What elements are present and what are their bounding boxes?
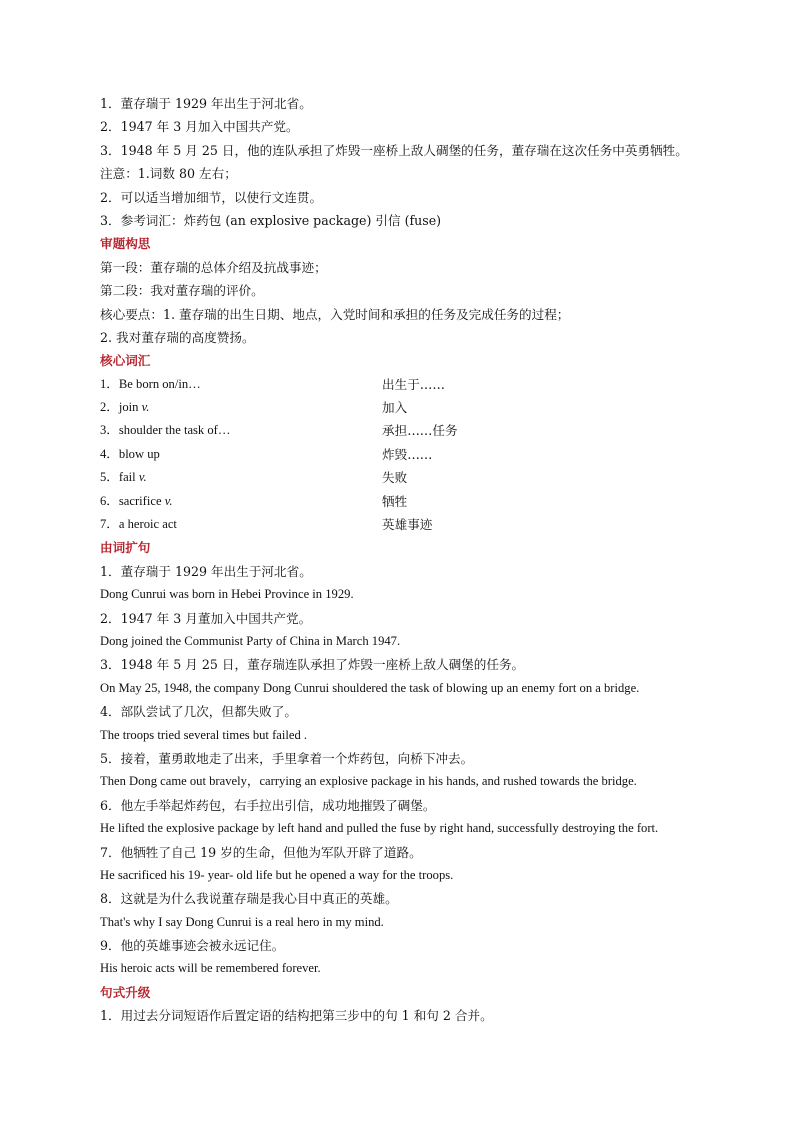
sentence-en: His heroic acts will be remembered forever. bbox=[100, 961, 321, 976]
sentence-zh: 6．他左手举起炸药包，右手拉出引信，成功地摧毁了碉堡。 bbox=[100, 797, 436, 813]
vocab-term bbox=[100, 419, 382, 442]
vocab-en: blow up bbox=[118, 446, 160, 461]
vocab-en: Be born on/in… bbox=[118, 376, 201, 391]
sentence-en: The troops tried several times but failed . bbox=[100, 727, 308, 742]
vocab-term bbox=[100, 443, 382, 466]
vocab-pos: v. bbox=[138, 470, 147, 485]
vocab-row bbox=[100, 396, 740, 419]
vocab-num: 6． bbox=[100, 493, 119, 508]
vocab-zh: 出生于…… bbox=[382, 376, 445, 392]
vocab-en: fail bbox=[118, 470, 139, 485]
intro-line-2: 2．1947 年 3 月加入中国共产党。 bbox=[100, 119, 299, 135]
vocab-pos: v. bbox=[164, 493, 173, 508]
vocab-zh: 牺牲 bbox=[382, 493, 408, 509]
section-heading-vocab: 核心词汇 bbox=[100, 353, 151, 369]
sentence-en: That's why I say Dong Cunrui is a real hero in my mind. bbox=[100, 914, 384, 929]
vocab-term bbox=[100, 466, 382, 489]
section-heading-analysis: 审题构思 bbox=[100, 236, 151, 252]
sentence-zh: 1．董存瑞于 1929 年出生于河北省。 bbox=[100, 563, 312, 579]
section-heading-sentences: 由词扩句 bbox=[100, 540, 151, 556]
vocab-zh: 承担……任务 bbox=[382, 423, 458, 439]
upgrade-line-1: 1．用过去分词短语作后置定语的结构把第三步中的句 1 和句 2 合并。 bbox=[100, 1008, 493, 1024]
vocab-num: 3． bbox=[100, 423, 119, 438]
sentence-en: Dong joined the Communist Party of China in March 1947. bbox=[100, 633, 401, 648]
sentence-en: He sacrificed his 19- year- old life but he opened a way for the troops. bbox=[100, 867, 454, 882]
note-line-2: 2．可以适当增加细节，以使行文连贯。 bbox=[100, 189, 323, 205]
sentence-en: Then Dong came out bravely，carrying an explosive package in his hands, and rushed towards the bridge. bbox=[100, 774, 637, 789]
vocab-row bbox=[100, 419, 740, 442]
sentence-en: On May 25, 1948, the company Dong Cunrui shouldered the task of blowing up an enemy fort on a bridge. bbox=[100, 680, 640, 695]
vocab-num: 2． bbox=[100, 400, 119, 415]
sentence-zh: 4．部队尝试了几次，但都失败了。 bbox=[100, 704, 297, 720]
vocab-pos: v. bbox=[141, 400, 150, 415]
vocab-zh: 加入 bbox=[382, 400, 408, 416]
vocab-en: join bbox=[118, 400, 142, 415]
vocab-en: a heroic act bbox=[118, 517, 177, 532]
sentence-zh: 7．他牺牲了自己 19 岁的生命，但他为军队开辟了道路。 bbox=[100, 844, 422, 860]
vocab-num: 7． bbox=[100, 517, 119, 532]
vocab-row bbox=[100, 373, 740, 396]
sentence-zh: 8．这就是为什么我说董存瑞是我心目中真正的英雄。 bbox=[100, 891, 398, 907]
note-line-1: 注意：1.词数 80 左右； bbox=[100, 166, 237, 182]
sentence-zh: 9．他的英雄事迹会被永远记住。 bbox=[100, 938, 285, 954]
vocab-num: 1． bbox=[100, 376, 119, 391]
vocab-num: 4． bbox=[100, 446, 119, 461]
sentence-zh: 2．1947 年 3 月董加入中国共产党。 bbox=[100, 610, 312, 626]
analysis-line-4: 2. 我对董存瑞的高度赞扬。 bbox=[100, 329, 255, 345]
note-line-3: 3．参考词汇：炸药包 (an explosive package) 引信 (fuse) bbox=[100, 212, 442, 228]
vocab-zh: 炸毁…… bbox=[382, 446, 433, 462]
vocab-term bbox=[100, 513, 382, 536]
vocab-zh: 英雄事迹 bbox=[382, 517, 433, 533]
vocab-row bbox=[100, 443, 740, 466]
vocab-term bbox=[100, 490, 382, 513]
sentence-zh: 3．1948 年 5 月 25 日，董存瑞连队承担了炸毁一座桥上敌人碉堡的任务。 bbox=[100, 657, 525, 673]
vocab-row bbox=[100, 513, 740, 536]
sentence-en: Dong Cunrui was born in Hebei Province in 1929. bbox=[100, 587, 354, 602]
vocab-term bbox=[100, 373, 382, 396]
vocab-term bbox=[100, 396, 382, 419]
sentence-zh: 5．接着，董勇敢地走了出来，手里拿着一个炸药包，向桥下冲去。 bbox=[100, 750, 474, 766]
vocab-row bbox=[100, 466, 740, 489]
analysis-line-2: 第二段：我对董存瑞的评价。 bbox=[100, 283, 264, 299]
intro-line-1: 1．董存瑞于 1929 年出生于河北省。 bbox=[100, 96, 312, 111]
vocab-zh: 失败 bbox=[382, 470, 408, 486]
intro-line-3: 3．1948 年 5 月 25 日，他的连队承担了炸毁一座桥上敌人碉堡的任务，董存瑞在这次任务中英勇牺牲。 bbox=[100, 142, 688, 158]
vocab-num: 5． bbox=[100, 470, 119, 485]
vocab-en: shoulder the task of… bbox=[118, 423, 231, 438]
section-heading-upgrade: 句式升级 bbox=[100, 984, 151, 1000]
sentence-en: He lifted the explosive package by left hand and pulled the fuse by right hand, successfully destroying the fort. bbox=[100, 821, 659, 836]
vocab-en: sacrifice bbox=[118, 493, 165, 508]
analysis-line-1: 第一段：董存瑞的总体介绍及抗战事迹； bbox=[100, 259, 327, 275]
vocab-row bbox=[100, 490, 740, 513]
document-page bbox=[100, 92, 740, 1028]
analysis-line-3: 核心要点：1. 董存瑞的出生日期、地点，入党时间和承担的任务及完成任务的过程； bbox=[100, 306, 570, 322]
